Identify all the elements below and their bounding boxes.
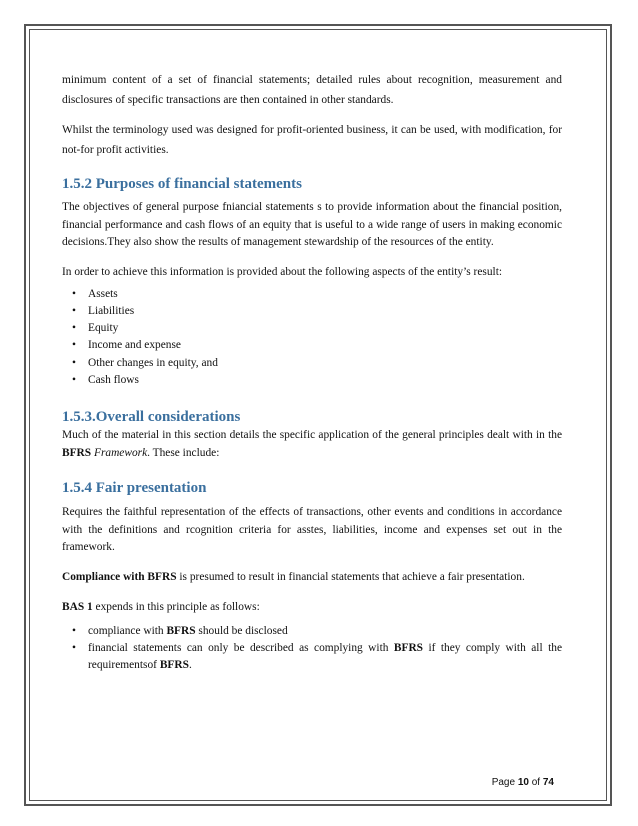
page-number: 10 [517, 777, 529, 788]
list-item: • Cash flows [72, 373, 139, 386]
paragraph-bas1: BAS 1 expends in this principle as follows: [62, 600, 260, 613]
list-item: • Equity [72, 322, 119, 335]
paragraph-minimum-content: minimum content of a set of financial statements; detailed rules about recognition, measurement and disclosures of specific transactions are then contained in other standards. [62, 74, 562, 106]
list-item: • financial statements can only be described as complying with BFRS if they comply with all the requirementsof BFRS. [72, 642, 562, 672]
paragraph-terminology: Whilst the terminology used was designed for profit-oriented business, it can be used, with modification, for not-for profit activities. [62, 124, 562, 156]
list-entity-aspects [62, 286, 562, 390]
paragraph-objectives: The objectives of general purpose fniancial statements s to provide information about the financial position, financial performance and cash flows of an equity that is useful to a wide range of users in making economic decisions.They also show the results of management stewardship of the resources of the entity. [62, 201, 562, 248]
page-total: 74 [542, 777, 554, 788]
paragraph-information-aspects: In order to achieve this information is provided about the following aspects of the entity’s result: [62, 265, 503, 278]
heading-purposes: 1.5.2 Purposes of financial statements [62, 176, 302, 192]
paragraph-faithful-representation: Requires the faithful representation of the effects of transactions, other events and conditions in accordance with the definitions and rcognition criteria for asstes, liabilities, income and expenses set out in the framework. [62, 506, 562, 554]
page-label: Page [491, 777, 516, 788]
page-number-footer [492, 777, 554, 788]
list-item: • Income and expense [72, 339, 181, 352]
heading-fair-presentation: 1.5.4 Fair presentation [62, 480, 207, 497]
list-item: • Liabilities [72, 304, 135, 317]
list-item: • compliance with BFRS should be disclosed [72, 624, 288, 637]
paragraph-overall-material: Much of the material in this section details the specific application of the general principles dealt with in the BFRS Framework. These include: [62, 429, 562, 459]
document-body [62, 70, 562, 685]
list-bas1-principles [62, 623, 562, 675]
paragraph-compliance: Compliance with BFRS is presumed to result in financial statements that achieve a fair presentation. [62, 570, 525, 583]
list-item: • Assets [72, 287, 118, 300]
list-item: • Other changes in equity, and [72, 356, 218, 369]
heading-overall-considerations: 1.5.3.Overall considerations [62, 409, 241, 426]
of-label: of [531, 777, 541, 788]
